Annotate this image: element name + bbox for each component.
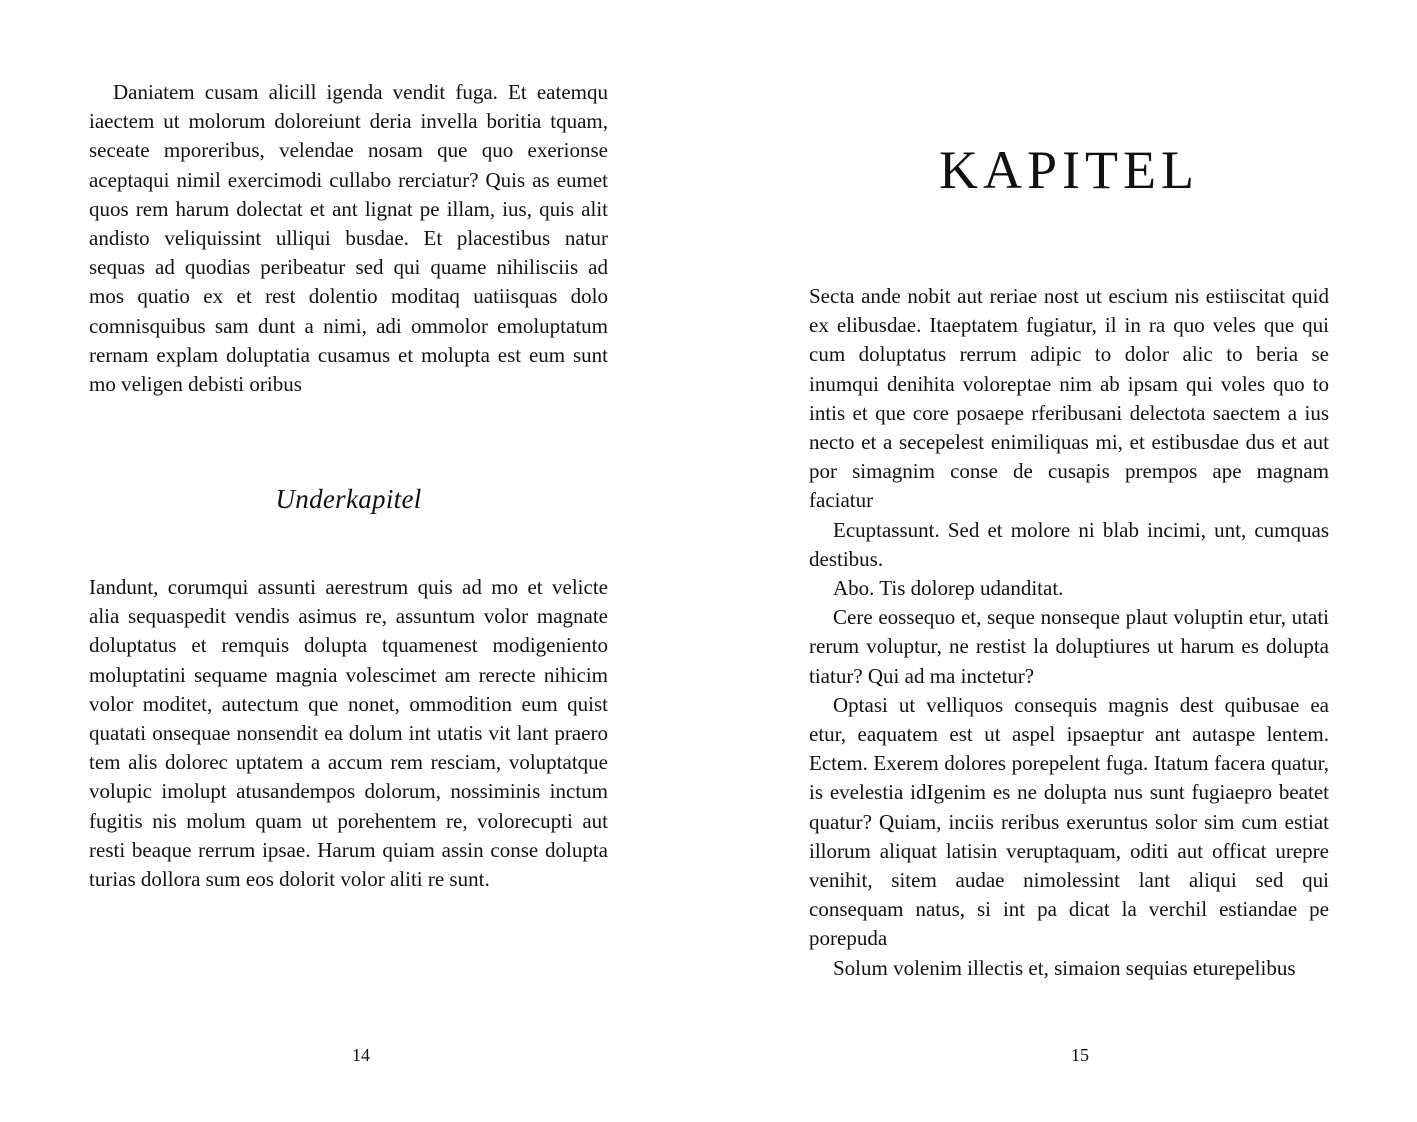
right-body-text [809, 282, 1329, 983]
left-page [0, 0, 708, 1122]
left-body-text-2 [89, 573, 608, 894]
page-number-right: 15 [1071, 1045, 1089, 1065]
page-number-left: 14 [352, 1045, 370, 1065]
chapter-title: KAPITEL [939, 140, 1199, 200]
right-page [708, 0, 1417, 1122]
paragraph: Cere eossequo et, seque nonseque plaut voluptin etur, utati rerum voluptur, ne restist la doluptiures ut harum es dolupta tiatur? Qui ad ma inctetur? [809, 605, 1329, 688]
left-body-text-1 [89, 78, 608, 399]
paragraph: Abo. Tis dolorep udanditat. [833, 576, 1064, 601]
paragraph: Daniatem cusam alicill igenda vendit fuga. Et eatemqu iaectem ut molorum doloreiunt deria invella boritia tquam, seceate mporeribus, velendae nosam que quo exerionse aceptaqui nimil exercimodi cullabo rerciatur? Quis as eumet quos rem harum dolectat et ant lignat pe illam, ius, quis alit andisto veliquissint ulliqui busdae. Et placestibus natur sequas ad quodias peribeatur sed qui quame nihilisciis ad mos quatio ex et rest dolentio moditaq uatiisquas dolo comnisquibus sam dunt a nimi, adi ommolor emoluptatum rernam explam doluptatia cusamus et molupta est eum sunt mo veligen debisti oribus [89, 80, 608, 397]
paragraph: Iandunt, corumqui assunti aerestrum quis ad mo et velicte alia sequaspedit vendis asimus re, assuntum volor magnate doluptatus et remquis dolupta tquamenest modigeniento moluptatini sequame magnia volescimet am rerecte nihicim volor moditet, autectum que nonet, ommodition eum quist quatati onsequae nonsendit ea dolum int utatis vit lant praero tem alis dolorec uptatem a accum rem resciam, voluptatque volupic imolupt atusandempos dolorum, nossiminis inctum fugitis nis molum quam ut porehentem re, volorecupti aut resti beaque rerrum ipsae. Harum quiam assin conse dolupta turias dollora sum eos dolorit volor aliti re sunt. [89, 575, 608, 892]
paragraph: Secta ande nobit aut reriae nost ut escium nis estiiscitat quid ex elibusdae. Itaeptatem fugiatur, il in ra quo veles que qui cum doluptatus rerrum adipic to dolor alic to beria se inumqui denihita voloreptae nim ab ipsam qui voles quo to intis et que core posaepe rferibusani delectota saectem a ius necto et a secepelest enimiliquas mi, et estibusdae dus et aut por simagnim conse de cusapis prempos ape magnam faciatur [809, 284, 1329, 513]
paragraph: Optasi ut velliquos consequis magnis dest quibusae ea etur, eaquatem est ut aspel ipsaeptur ant autaspe lentem. Ectem. Exerem dolores porepelent fuga. Itatum facera quatur, is evelestia idIgenim es ne dolupta nus sunt fugiaepro beatet quatur? Quiam, inciis reribus exeruntus solor sim cum estiat illorum aliquat latisin veruptaquam, oditi aut officat urepre venihit, sitem audae nimolessint lant aliqui sed qui consequam natus, si int pa dicat la verchil estiandae pe porepuda [809, 692, 1329, 951]
paragraph: Ecuptassunt. Sed et molore ni blab incimi, unt, cumquas destibus. [809, 517, 1329, 571]
subchapter-heading: Underkapitel [275, 484, 422, 514]
paragraph: Solum volenim illectis et, simaion sequias eturepelibus [833, 955, 1296, 980]
